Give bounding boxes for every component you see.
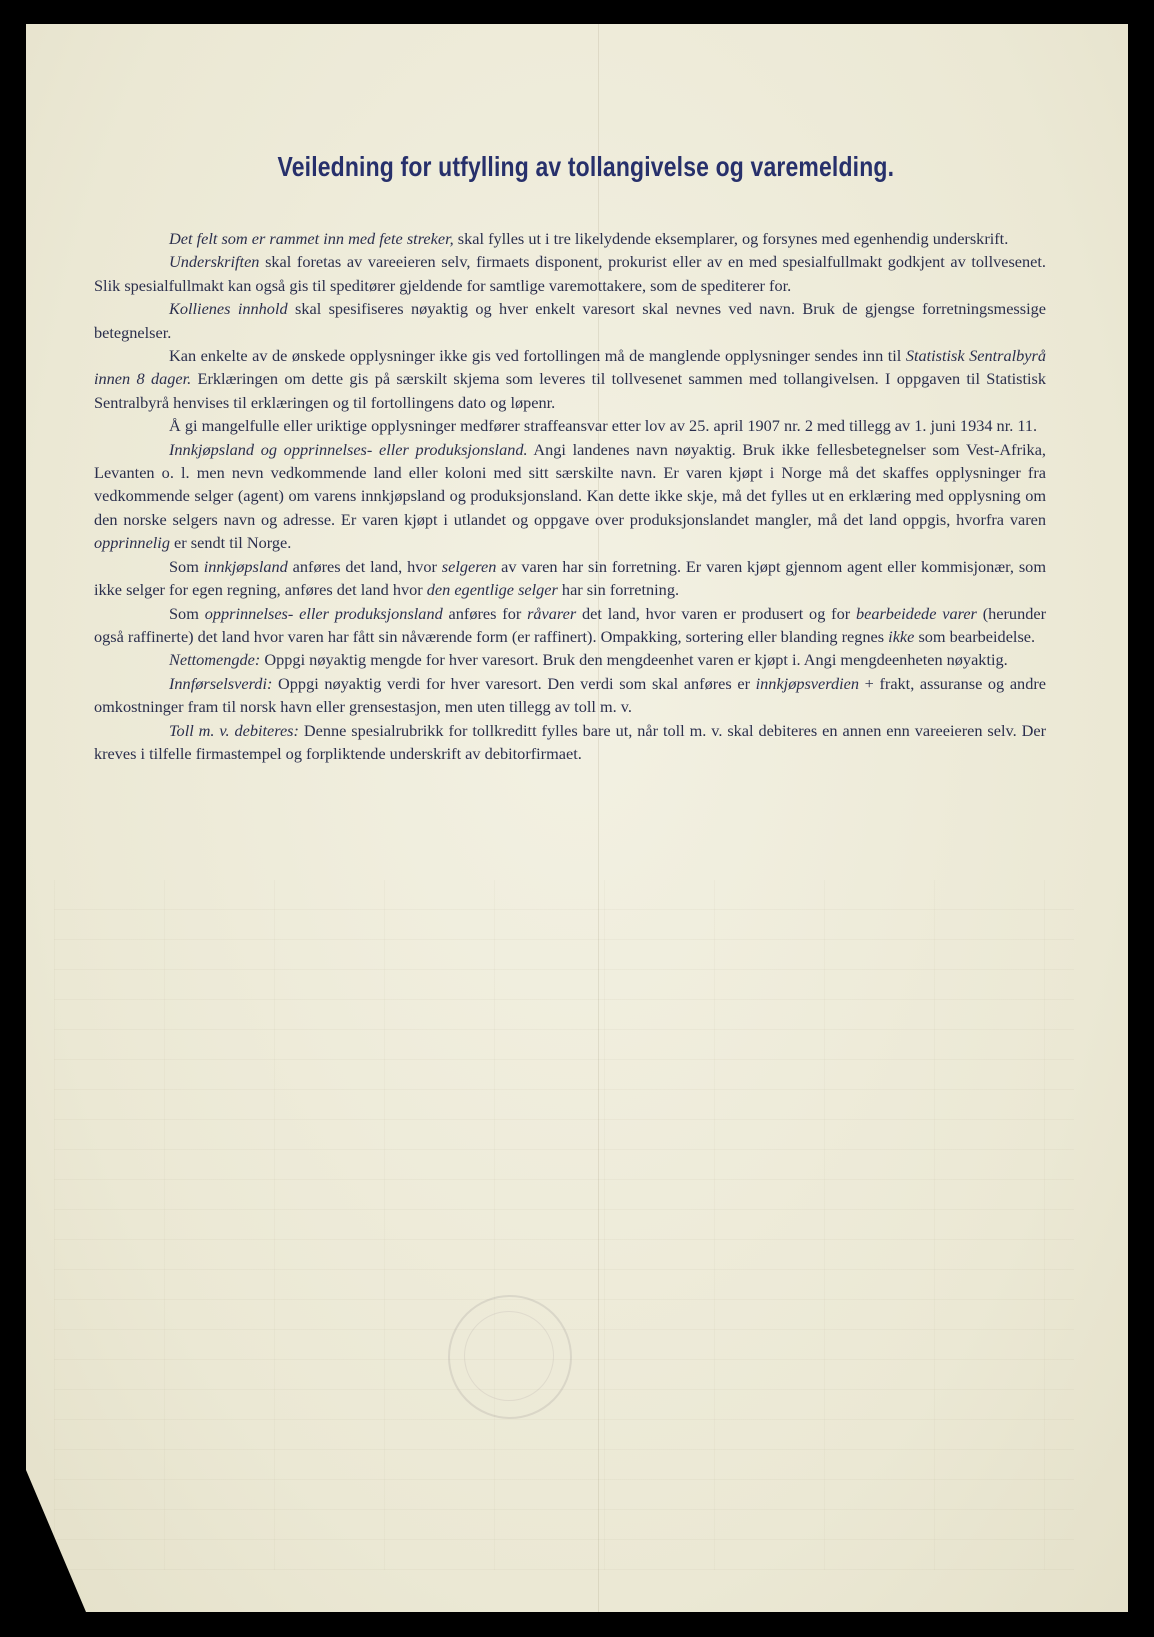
faint-stamp-mark bbox=[448, 1295, 572, 1419]
paragraph-framed-field: Det felt som er rammet inn med fete streker, skal fylles ut i tre likelydende eksemplarer, og forsynes med egenhendig underskrift. bbox=[169, 229, 1009, 248]
document-title: Veiledning for utfylling av tollangivelse og varemelding. bbox=[277, 151, 895, 182]
show-through-form-grid bbox=[54, 880, 1074, 1570]
paragraph-production-country: Som opprinnelses- eller produksjonsland anføres for råvarer det land, hvor varen er produsert og for bearbeidede varer (herunder også raffinerte) det land hvor varen har fått sin nåværende form (er raffinert). Ompakking, sortering eller blanding regnes ikke som bearbeidelse. bbox=[94, 603, 1047, 646]
paragraph-penalty: Å gi mangelfulle eller uriktige opplysninger medfører straffeansvar etter lov av 25. april 1907 nr. 2 med tillegg av 1. juni 1934 nr. 11. bbox=[169, 416, 1038, 436]
paragraph-import-value: Innførselsverdi: Oppgi nøyaktig verdi for hver varesort. Den verdi som skal anføres er innkjøpsverdien + frakt, assuranse og andre omkostninger fram til norsk havn eller grensestasjon, men uten tillegg av toll m. v. bbox=[94, 673, 1046, 717]
paragraph-purchase-and-origin-country: Innkjøpsland og opprinnelses- eller produksjonsland. Angi landenes navn nøyaktig. Bruk ikke fellesbetegnelser som Vest-Afrika, Levanten o. l. men nevn vedkommende land eller koloni med sitt særskilte navn. Er varen kjøpt i Norge må det skaffes opplysninger fra vedkommende selger (agent) om varens innkjøpsland og produksjonsland. Kan dette ikke skje, må det fylles ut en erklæring med opplysning om den norske selgers navn og adresse. Er varen kjøpt i utlandet og oppgave over produksjonslandet mangler, må det land oppgis, hvorfra varen opprinnelig er sendt til Norge. bbox=[94, 439, 1046, 553]
torn-corner bbox=[26, 1470, 86, 1612]
paragraph-missing-information: Kan enkelte av de ønskede opplysninger ikke gis ved fortollingen må de manglende opplysninger sendes inn til Statistisk Sentralbyrå innen 8 dager. Erklæringen om dette gis på særskilt skjema som leveres til tollvesenet sammen med tollangivelsen. I oppgaven til Statistisk Sentralbyrå henvises til erklæringen og til fortollingens dato og løpenr. bbox=[94, 346, 1046, 412]
instructions-body bbox=[94, 227, 1046, 765]
paragraph-purchase-country: Som innkjøpsland anføres det land, hvor selgeren av varen har sin forretning. Er varen kjøpt gjennom agent eller kommisjonær, som ikke selger for egen regning, anføres det land hvor den egentlige selger har sin forretning. bbox=[94, 556, 1046, 600]
paragraph-duty-debit: Toll m. v. debiteres: Denne spesialrubrikk for tollkreditt fylles bare ut, når toll m. v. skal debiteres en annen enn vareeieren selv. Der kreves i tilfelle firmastempel og forpliktende underskrift av debitorfirmaet. bbox=[94, 720, 1046, 763]
paragraph-net-quantity: Nettomengde: Oppgi nøyaktig mengde for hver varesort. Bruk den mengdeenhet varen er kjøpt i. Angi mengdeenheten nøyaktig. bbox=[169, 650, 1008, 670]
paragraph-package-contents: Kollienes innhold skal spesifiseres nøyaktig og hver enkelt varesort skal nevnes ved navn. Bruk de gjengse forretningsmessige betegnelser. bbox=[94, 299, 1046, 342]
paragraph-signature: Underskriften skal foretas av vareeieren selv, firmaets disponent, prokurist eller av en med spesialfullmakt godkjent av tollvesenet. Slik spesialfullmakt kan også gis til speditører gjeldende for samtlige varemottakere, som de spediterer for. bbox=[94, 252, 1046, 295]
